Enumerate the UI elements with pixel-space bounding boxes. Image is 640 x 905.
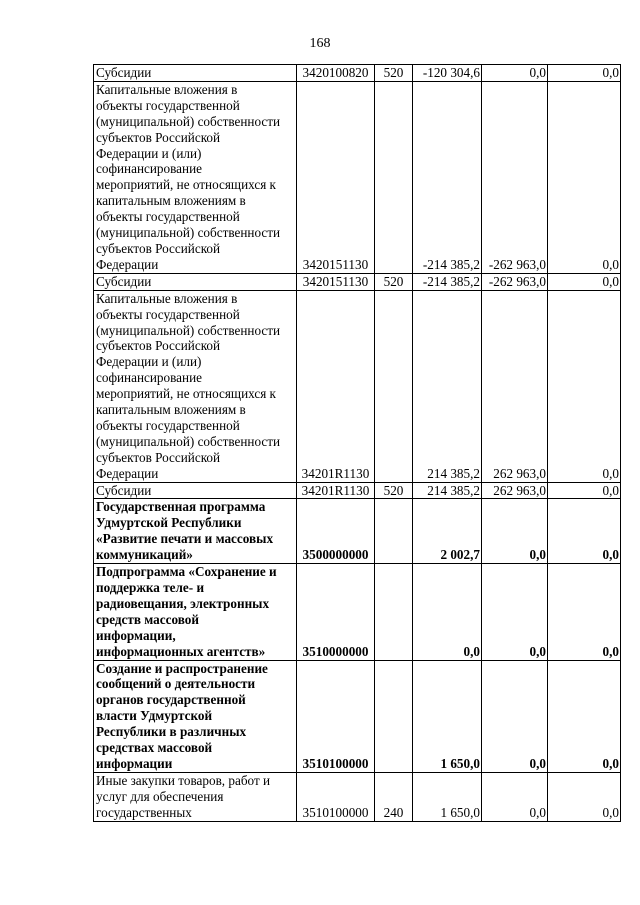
amount-1-cell: 214 385,2 — [413, 290, 482, 482]
amount-2-cell: 0,0 — [482, 660, 548, 772]
row-name-line: мероприятий, не относящихся к — [96, 177, 276, 193]
row-name-cell — [94, 772, 297, 821]
amount-2-cell: 0,0 — [482, 772, 548, 821]
row-name-line: субъектов Российской — [96, 240, 221, 256]
table-row — [94, 564, 621, 660]
target-article-code-cell: 34201R1130 — [297, 290, 375, 482]
row-name-line: органов государственной — [96, 692, 246, 708]
row-name-line: софинансирование — [96, 370, 202, 386]
row-name-line: Создание и распространение — [96, 660, 268, 676]
table-row — [94, 772, 621, 821]
expense-type-code-cell: 520 — [375, 273, 413, 290]
amount-2-cell: 262 963,0 — [482, 482, 548, 499]
row-name-line: (муниципальной) собственности — [96, 113, 281, 129]
target-article-code-cell: 3420151130 — [297, 273, 375, 290]
table-row — [94, 660, 621, 772]
row-name-line: радиовещания, электронных — [96, 595, 270, 611]
amount-1-cell: 1 650,0 — [413, 660, 482, 772]
row-name-line: (муниципальной) собственности — [96, 322, 281, 338]
row-name-line: власти Удмуртской — [96, 708, 213, 724]
row-name-line: Федерации — [96, 465, 159, 481]
row-name-line: (муниципальной) собственности — [96, 225, 281, 241]
amount-2-cell: -262 963,0 — [482, 273, 548, 290]
row-name-cell — [94, 564, 297, 660]
table-row — [94, 81, 621, 273]
row-name-line: средств массовой — [96, 611, 199, 627]
amount-2-cell: 262 963,0 — [482, 290, 548, 482]
row-name-line: сообщений о деятельности — [96, 676, 256, 692]
budget-table — [93, 64, 621, 822]
amount-1-cell: 214 385,2 — [413, 482, 482, 499]
amount-2-cell: 0,0 — [482, 499, 548, 564]
amount-3-cell: 0,0 — [548, 499, 621, 564]
amount-1-cell: 1 650,0 — [413, 772, 482, 821]
row-name-line: объекты государственной — [96, 209, 240, 225]
amount-3-cell: 0,0 — [548, 81, 621, 273]
target-article-code-cell: 3510100000 — [297, 772, 375, 821]
target-article-code-cell: 3420151130 — [297, 81, 375, 273]
expense-type-code-cell — [375, 290, 413, 482]
row-name-line: Капитальные вложения в — [96, 81, 238, 97]
row-name-line: капитальным вложениям в — [96, 193, 246, 209]
row-name-line: Республики в различных — [96, 724, 247, 740]
table-row — [94, 273, 621, 290]
amount-2-cell: 0,0 — [482, 65, 548, 82]
row-name-line: средствах массовой — [96, 740, 213, 756]
row-name-line: Субсидии — [96, 65, 152, 80]
expense-type-code-cell: 520 — [375, 482, 413, 499]
row-name-line: Государственная программа — [96, 499, 266, 515]
target-article-code-cell: 3510000000 — [297, 564, 375, 660]
amount-3-cell: 0,0 — [548, 482, 621, 499]
row-name-line: поддержка теле- и — [96, 580, 205, 595]
table-row — [94, 499, 621, 564]
row-name-line: информации — [96, 755, 173, 771]
amount-3-cell: 0,0 — [548, 290, 621, 482]
row-name-line: коммуникаций» — [96, 547, 193, 563]
expense-type-code-cell: 520 — [375, 65, 413, 82]
row-name-line: объекты государственной — [96, 306, 240, 322]
amount-1-cell: 0,0 — [413, 564, 482, 660]
amount-2-cell: -262 963,0 — [482, 81, 548, 273]
amount-1-cell: 2 002,7 — [413, 499, 482, 564]
row-name-cell — [94, 65, 297, 82]
amount-3-cell: 0,0 — [548, 273, 621, 290]
expense-type-code-cell — [375, 564, 413, 660]
row-name-cell — [94, 482, 297, 499]
row-name-line: Подпрограмма «Сохранение и — [96, 564, 277, 580]
target-article-code-cell: 3500000000 — [297, 499, 375, 564]
page-number: 168 — [309, 36, 331, 51]
expense-type-code-cell: 240 — [375, 772, 413, 821]
row-name-line: Удмуртской Республики — [96, 515, 242, 531]
row-name-cell — [94, 660, 297, 772]
row-name-line: объекты государственной — [96, 97, 240, 113]
row-name-cell — [94, 273, 297, 290]
amount-3-cell: 0,0 — [548, 65, 621, 82]
row-name-line: субъектов Российской — [96, 338, 221, 354]
table-row — [94, 65, 621, 82]
budget-table-body — [94, 65, 621, 822]
table-row — [94, 290, 621, 482]
row-name-line: Иные закупки товаров, работ и — [96, 772, 271, 788]
expense-type-code-cell — [375, 499, 413, 564]
row-name-line: капитальным вложениям в — [96, 402, 246, 418]
amount-1-cell: -214 385,2 — [413, 81, 482, 273]
row-name-line: Федерации и (или) — [96, 354, 202, 370]
row-name-line: Федерации — [96, 256, 159, 272]
row-name-cell — [94, 499, 297, 564]
amount-1-cell: -120 304,6 — [413, 65, 482, 82]
target-article-code-cell: 34201R1130 — [297, 482, 375, 499]
amount-3-cell: 0,0 — [548, 564, 621, 660]
amount-2-cell: 0,0 — [482, 564, 548, 660]
amount-3-cell: 0,0 — [548, 660, 621, 772]
row-name-line: Субсидии — [96, 482, 152, 498]
row-name-line: субъектов Российской — [96, 129, 221, 145]
target-article-code-cell: 3510100000 — [297, 660, 375, 772]
row-name-line: софинансирование — [96, 161, 202, 177]
row-name-line: (муниципальной) собственности — [96, 433, 281, 449]
row-name-line: мероприятий, не относящихся к — [96, 386, 276, 402]
row-name-line: услуг для обеспечения — [96, 788, 224, 804]
row-name-line: государственных — [96, 804, 192, 820]
row-name-line: объекты государственной — [96, 417, 240, 433]
expense-type-code-cell — [375, 81, 413, 273]
row-name-line: субъектов Российской — [96, 449, 221, 465]
target-article-code-cell: 3420100820 — [297, 65, 375, 82]
row-name-line: информации, — [96, 627, 176, 643]
row-name-cell — [94, 290, 297, 482]
table-row — [94, 482, 621, 499]
expense-type-code-cell — [375, 660, 413, 772]
amount-3-cell: 0,0 — [548, 772, 621, 821]
row-name-line: «Развитие печати и массовых — [96, 531, 274, 547]
row-name-line: информационных агентств» — [96, 643, 266, 659]
amount-1-cell: -214 385,2 — [413, 273, 482, 290]
row-name-line: Субсидии — [96, 273, 152, 289]
row-name-cell — [94, 81, 297, 273]
row-name-line: Федерации и (или) — [96, 145, 202, 161]
row-name-line: Капитальные вложения в — [96, 290, 238, 306]
